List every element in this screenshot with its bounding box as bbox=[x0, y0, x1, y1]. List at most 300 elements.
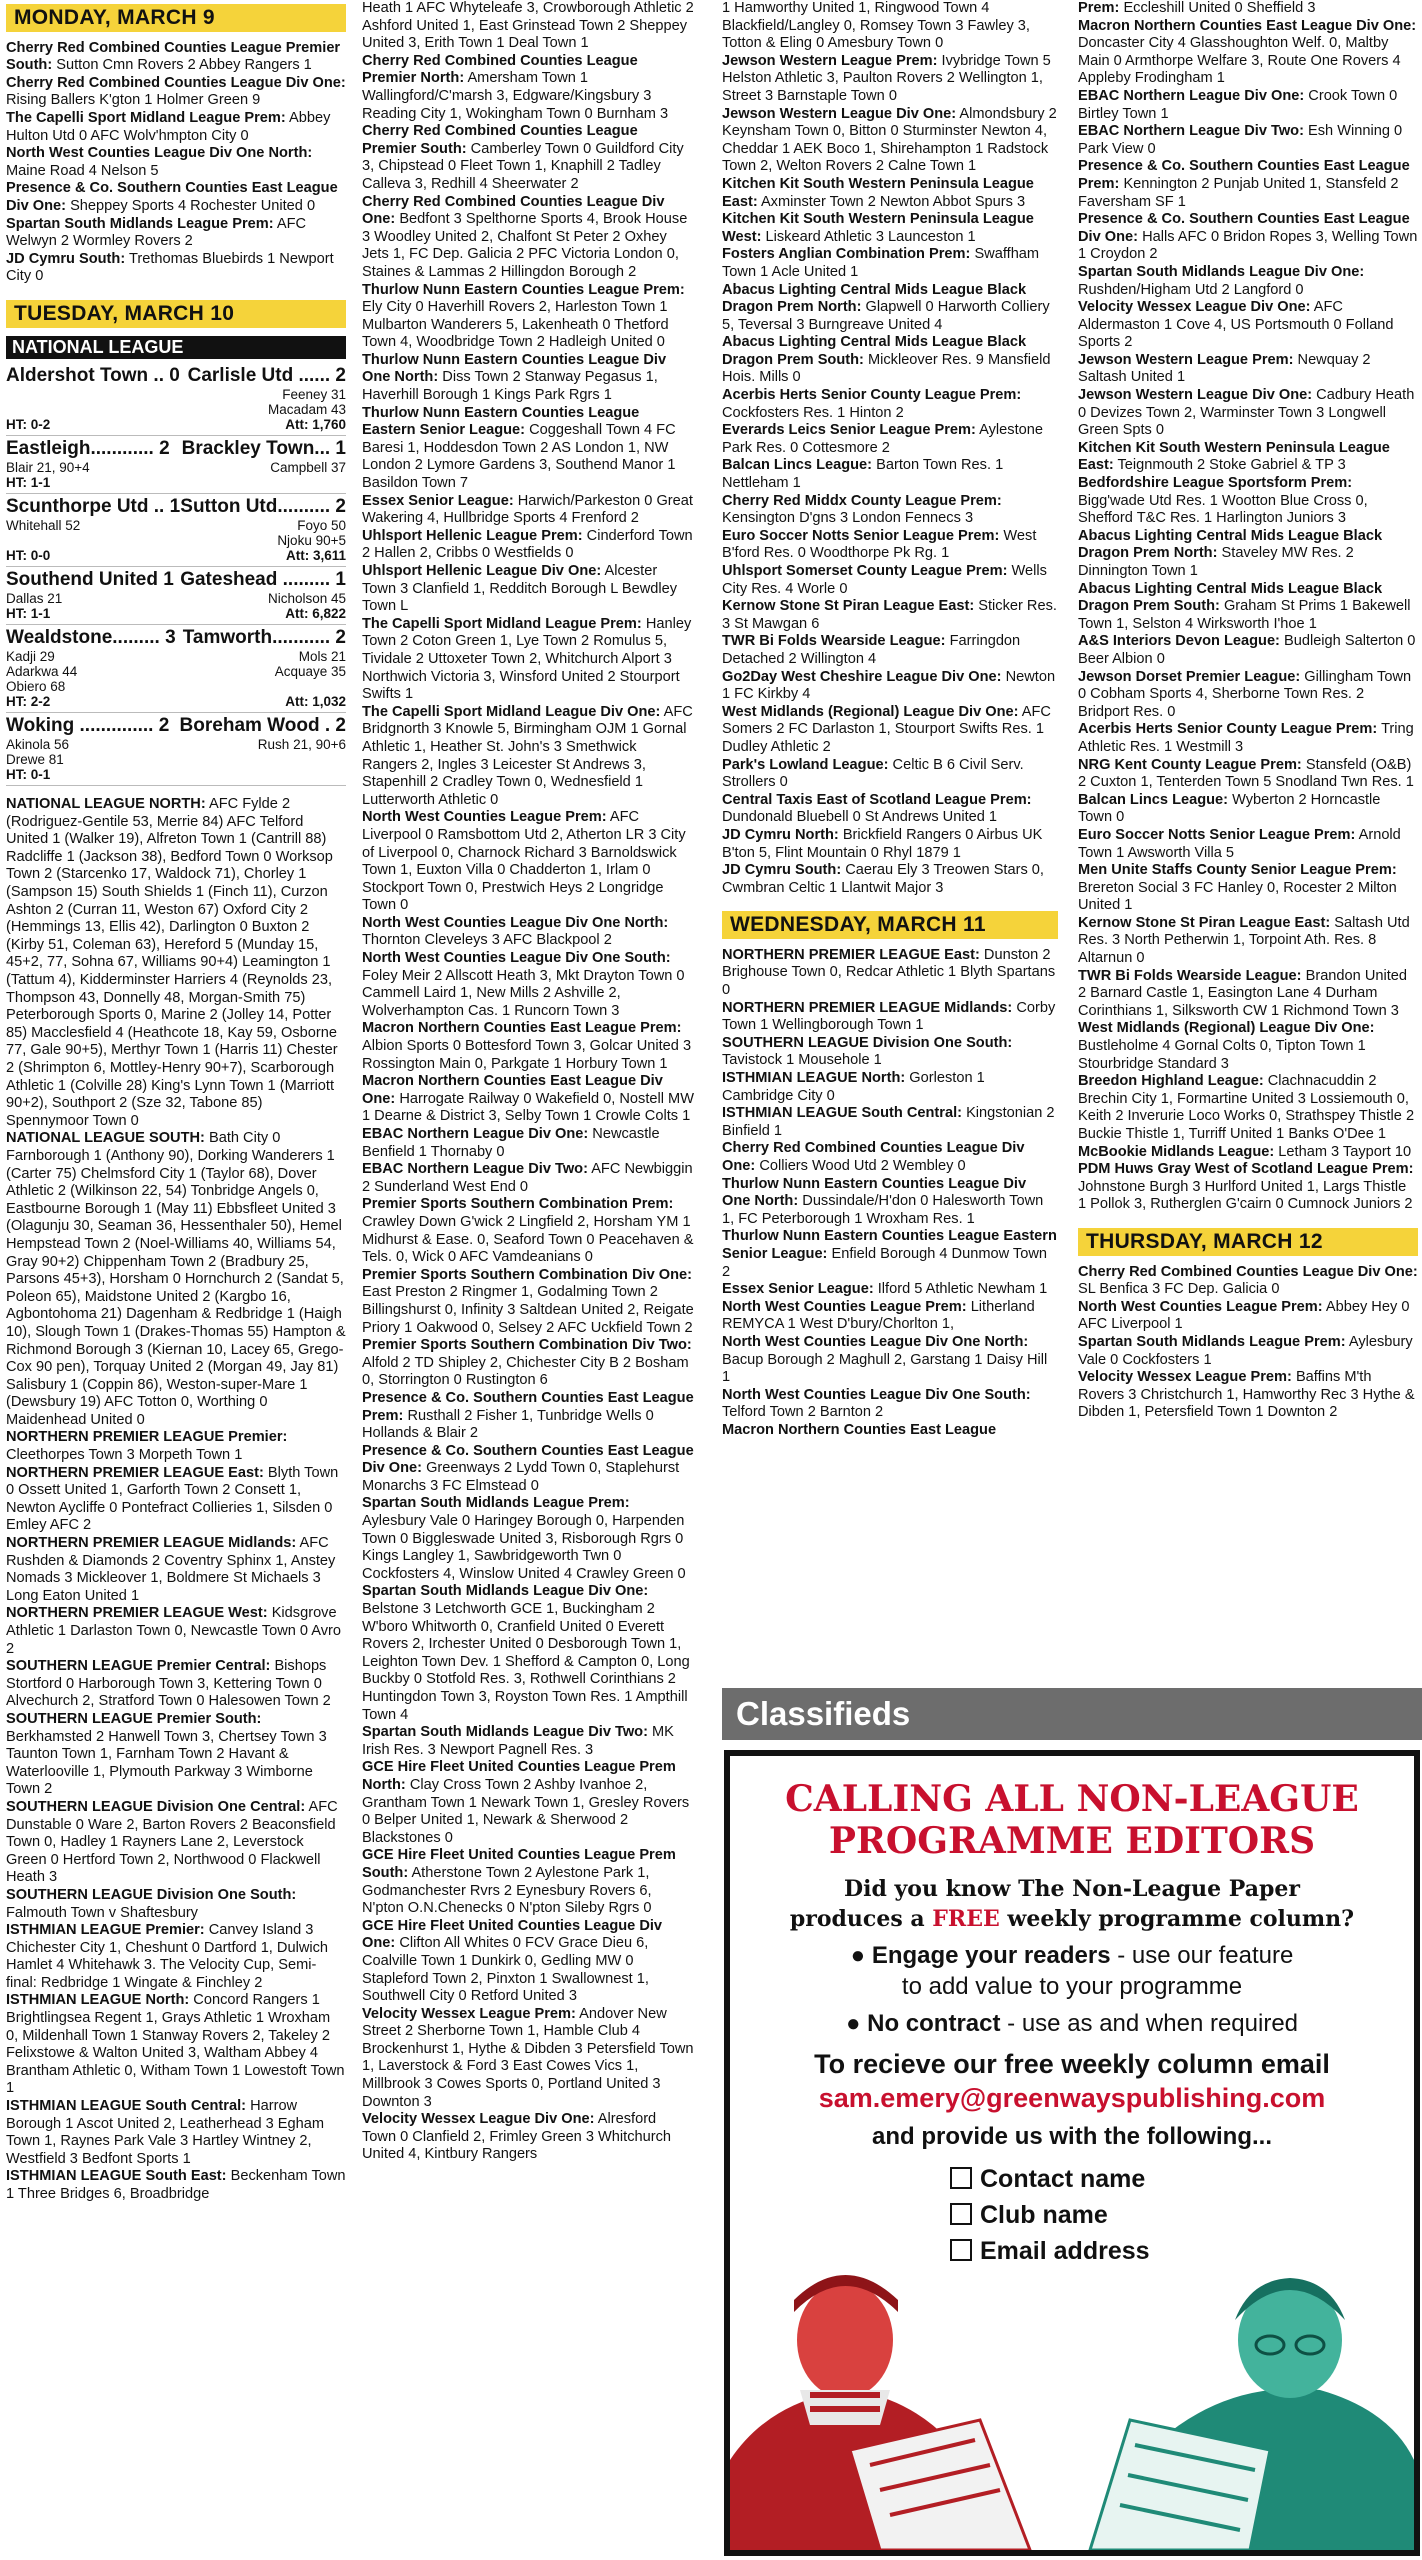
league-results: Cadbury Heath 0 Devizes Town 2, Warminster Town 3 Longwell Green Spts 0 bbox=[1078, 387, 1415, 439]
league-results: Baffins M'th Rovers 3 Christchurch 1, Hamworthy Rec 3 Hythe & Dibden 1, Petersfield Town 1 Downton 2 bbox=[1078, 1369, 1415, 1421]
league-results: Bishops Stortford 0 Harborough Town 3, Kettering Town 0 Alvechurch 2, Stratford Town 0 Halesowen Town 2 bbox=[6, 1658, 331, 1710]
result-paragraph bbox=[6, 1535, 346, 1605]
league-name: Acerbis Herts Senior County League Prem: bbox=[722, 387, 1022, 404]
league-results: Atherstone Town 2 Aylestone Park 1, Godmanchester Rvrs 2 Eynesbury Rovers 6, N'pton O.N.Chenecks 0 N'pton Sileby Rgrs 0 bbox=[362, 1864, 652, 1917]
result-paragraph bbox=[722, 633, 1058, 668]
league-results: Brereton Social 3 FC Hanley 0, Rocester 2 Milton United 1 bbox=[1078, 879, 1397, 914]
result-paragraph bbox=[362, 1583, 694, 1724]
league-results: Newquay 2 Saltash United 1 bbox=[1078, 351, 1371, 386]
result-paragraph bbox=[6, 1992, 346, 2098]
result-paragraph bbox=[362, 1759, 694, 1847]
league-name: Cherry Red Combined Counties League Div One: bbox=[722, 1140, 1025, 1174]
league-results: Corby Town 1 Wellingborough Town 1 bbox=[722, 999, 1056, 1034]
league-name: North West Counties League Div One North: bbox=[722, 1333, 1029, 1350]
result-paragraph bbox=[1078, 862, 1418, 915]
league-name: Thurlow Nunn Eastern Counties League Eastern Senior League: bbox=[362, 404, 640, 439]
league-results: Enfield Borough 4 Dunmow Town 2 bbox=[722, 1245, 1048, 1280]
scorer-row bbox=[6, 767, 346, 782]
league-name: North West Counties League Div One North: bbox=[362, 914, 669, 931]
result-paragraph bbox=[6, 796, 346, 1130]
league-results: Saltash Utd Res. 3 North Petherwin 1, Torpoint Ath. Res. 8 Altarnun 0 bbox=[1078, 914, 1410, 967]
league-results: Falmouth Town v Shaftesbury bbox=[6, 1904, 198, 1921]
league-name: Uhlsport Hellenic League Div One: bbox=[362, 563, 602, 579]
league-results: Albion Sports 0 Bottesford Town 3, Golcar United 3 Rossington Main 0, Parkgate 1 Horbury Town 1 bbox=[362, 1038, 692, 1072]
league-results: Amersham Town 1 Wallingford/C'marsh 3, Edgware/Kingsbury 3 Reading City 1, Wokingham Town 0 Burnham 3 bbox=[362, 70, 669, 122]
league-name: SOUTHERN LEAGUE Premier Central: bbox=[6, 1658, 271, 1675]
ad-free-word: FREE bbox=[932, 1906, 1000, 1932]
league-name: North West Counties League Div One South: bbox=[722, 1386, 1031, 1403]
league-results: Halls AFC 0 Bridon Ropes 3, Welling Town 1 Croydon 2 bbox=[1078, 228, 1418, 263]
league-results: Budleigh Salterton 0 Beer Albion 0 bbox=[1078, 633, 1416, 667]
league-name: Essex Senior League: bbox=[722, 1281, 874, 1298]
scorer-row bbox=[6, 664, 346, 679]
league-results: Camberley Town 0 Guildford City 3, Chipstead 0 Fleet Town 1, Knaphill 2 Tadley Calleva 3, Redhill 4 Sheerwater 2 bbox=[362, 140, 684, 192]
match-home-team: Woking .............. 2 bbox=[6, 715, 170, 737]
league-name: The Capelli Sport Midland League Prem: bbox=[6, 109, 286, 126]
league-results: Bacup Borough 2 Maghull 2, Garstang 1 Daisy Hill 1 bbox=[722, 1351, 1048, 1386]
match-result bbox=[6, 567, 346, 625]
national-league-label: NATIONAL LEAGUE bbox=[6, 336, 346, 360]
result-paragraph bbox=[6, 2168, 346, 2203]
result-paragraph bbox=[1078, 1299, 1418, 1334]
match-score-line bbox=[6, 496, 346, 518]
scorer-row bbox=[6, 533, 346, 548]
league-results: Crawley Down G'wick 2 Lingfield 2, Horsham YM 1 Midhurst & Ease. 0, Seaford Town 0 Peacehaven & Tels. 0, Wick 0 AFC Vamdeanians 0 bbox=[362, 1213, 694, 1266]
league-results: Wyberton 2 Horncastle Town 0 bbox=[1078, 791, 1381, 826]
league-name: Jewson Western League Div One: bbox=[1078, 387, 1313, 404]
league-results: Newton 1 FC Kirkby 4 bbox=[722, 668, 1056, 703]
match-away-team: Gateshead ......... 1 bbox=[180, 569, 346, 591]
league-name: West Midlands (Regional) League Div One: bbox=[1078, 1020, 1375, 1037]
day-header-tuesday: TUESDAY, MARCH 10 bbox=[6, 300, 346, 328]
result-paragraph bbox=[362, 194, 694, 282]
match-away-team: Brackley Town... 1 bbox=[181, 438, 346, 460]
result-paragraph bbox=[362, 282, 694, 352]
result-paragraph bbox=[722, 0, 1058, 53]
league-results: Crook Town 0 Birtley Town 1 bbox=[1078, 87, 1398, 122]
ad-intro-line-1: Did you know The Non-League Paper bbox=[844, 1876, 1300, 1902]
result-paragraph bbox=[1078, 528, 1418, 581]
result-paragraph bbox=[6, 251, 346, 286]
league-name: EBAC Northern League Div One: bbox=[1078, 87, 1305, 104]
league-name: JD Cymru South: bbox=[6, 250, 126, 267]
result-paragraph bbox=[722, 1387, 1058, 1422]
league-name: Macron Northern Counties East League Div One: bbox=[362, 1073, 663, 1107]
scorer-row bbox=[6, 387, 346, 402]
league-results: Teignmouth 2 Stoke Gabriel & TP 3 bbox=[1117, 457, 1346, 474]
ad-bullet-1-bold: Engage your readers bbox=[871, 1942, 1111, 1969]
result-paragraph bbox=[722, 1299, 1058, 1334]
result-paragraph bbox=[362, 1847, 694, 1917]
league-name: Euro Soccer Notts Senior League Prem: bbox=[1078, 826, 1356, 843]
result-paragraph bbox=[362, 1267, 694, 1337]
league-results: Doncaster City 4 Glasshoughton Welf. 0, Maltby Main 0 Armthorpe Welfare 3, Route One Rovers 4 Appleby Frodingham 1 bbox=[1078, 35, 1401, 87]
league-name: Presence & Co. Southern Counties East League Div One: bbox=[362, 1442, 694, 1477]
league-results: Tring Athletic Res. 1 Westmill 3 bbox=[1078, 721, 1414, 755]
league-name: SOUTHERN LEAGUE Premier South: bbox=[6, 1710, 262, 1727]
result-paragraph bbox=[1078, 18, 1418, 88]
league-name: The Capelli Sport Midland League Div One: bbox=[362, 703, 661, 720]
league-name: Thurlow Nunn Eastern Counties League Div One North: bbox=[722, 1175, 1027, 1210]
result-paragraph bbox=[362, 1390, 694, 1443]
league-results: AFC Welwyn 2 Wormley Rovers 2 bbox=[6, 215, 307, 250]
league-name: Go2Day West Cheshire League Div One: bbox=[722, 668, 1002, 685]
classifieds-header: Classifieds bbox=[722, 1688, 1422, 1740]
league-results: Litherland REMYCA 1 West D'bury/Chorlton 1, bbox=[722, 1298, 1035, 1333]
match-result bbox=[6, 436, 346, 494]
league-name: Jewson Western League Prem: bbox=[1078, 351, 1294, 368]
scorer-row bbox=[6, 591, 346, 606]
league-name: Thurlow Nunn Eastern Counties League Prem: bbox=[362, 281, 685, 298]
result-paragraph bbox=[362, 2111, 694, 2164]
result-paragraph bbox=[722, 1070, 1058, 1105]
league-name: North West Counties League Div One South: bbox=[362, 950, 671, 967]
away-scorer: Macadam 43 bbox=[267, 402, 346, 418]
league-results: Liskeard Athletic 3 Launceston 1 bbox=[765, 228, 976, 245]
league-results: Staveley MW Res. 2 Dinnington Town 1 bbox=[1078, 545, 1354, 579]
result-paragraph bbox=[1078, 827, 1418, 862]
home-scorer: Obiero 68 bbox=[6, 679, 66, 695]
league-results: Sticker Res. 3 St Mawgan 6 bbox=[722, 598, 1057, 632]
league-results: Kennington 2 Punjab United 1, Stansfeld 2 Faversham SF 1 bbox=[1078, 175, 1399, 210]
league-results: 1 Hamworthy United 1, Ringwood Town 4 Blackfield/Langley 0, Romsey Town 3 Fawley 3, Totton & Eling 0 Amesbury Town 0 bbox=[722, 0, 1030, 52]
league-name: Cherry Red Middx County League Prem: bbox=[722, 492, 1002, 509]
league-name: ISTHMIAN LEAGUE South Central: bbox=[722, 1105, 962, 1122]
league-results: Farringdon Detached 2 Willington 4 bbox=[722, 633, 1021, 667]
match-result bbox=[6, 713, 346, 786]
checklist-label: Club name bbox=[980, 2201, 1108, 2229]
result-paragraph bbox=[1078, 440, 1418, 475]
result-paragraph bbox=[1078, 721, 1418, 756]
result-paragraph bbox=[722, 334, 1058, 387]
match-home-team: Wealdstone......... 3 bbox=[6, 627, 176, 649]
league-results: Aylesbury Vale 0 Cockfosters 1 bbox=[1078, 1333, 1413, 1368]
league-name: Jewson Western League Div One: bbox=[722, 105, 957, 122]
match-score-line bbox=[6, 627, 346, 649]
scorer-row bbox=[6, 649, 346, 664]
result-paragraph bbox=[1078, 1020, 1418, 1073]
league-name: NORTHERN PREMIER LEAGUE Midlands: bbox=[722, 999, 1013, 1016]
match-home-team: Southend United 1 bbox=[6, 569, 174, 591]
result-paragraph bbox=[1078, 1073, 1418, 1143]
league-name: Men Unite Staffs County Senior League Prem: bbox=[1078, 862, 1397, 879]
column-2 bbox=[362, 0, 694, 2164]
day-header-thursday: THURSDAY, MARCH 12 bbox=[1078, 1228, 1418, 1256]
home-scorer: Whitehall 52 bbox=[6, 518, 81, 534]
result-paragraph bbox=[362, 1337, 694, 1390]
tuesday-results bbox=[6, 796, 346, 2204]
result-paragraph bbox=[362, 0, 694, 53]
result-paragraph bbox=[362, 528, 694, 563]
league-name: GCE Hire Fleet United Counties League Prem North: bbox=[362, 1759, 676, 1793]
league-results: Tavistock 1 Mousehole 1 bbox=[722, 1052, 882, 1069]
home-scorer: Blair 21, 90+4 bbox=[6, 460, 90, 476]
ad-bullet-1 bbox=[730, 1940, 1414, 2002]
league-name: Abacus Lighting Central Mids League Black Dragon Prem South: bbox=[1078, 580, 1383, 615]
league-name: Thurlow Nunn Eastern Counties League Div One North: bbox=[362, 351, 667, 386]
result-paragraph bbox=[722, 757, 1058, 792]
league-name: West Midlands (Regional) League Div One: bbox=[722, 703, 1019, 720]
league-results: Concord Rangers 1 Brightlingsea Regent 1, Grays Athletic 1 Wroxham 0, Mildenhall Town 1 Stanway Rovers 2, Takeley 2 Felixstowe & Walton United 3, Waltham Abbey 4 Brantham Athletic 0, Witham Town 1 Lowestoft Town 1 bbox=[6, 1992, 345, 2097]
league-results: Rushden/Higham Utd 2 Langford 0 bbox=[1078, 281, 1304, 298]
away-scorer: Rush 21, 90+6 bbox=[257, 737, 346, 753]
league-results: Caerau Ely 3 Treowen Stars 0, Cwmbran Celtic 1 Llantwit Major 3 bbox=[722, 862, 1044, 896]
column-3 bbox=[722, 0, 1058, 1660]
result-paragraph bbox=[1078, 792, 1418, 827]
league-name: Cherry Red Combined Counties League Div One: bbox=[6, 74, 346, 91]
result-paragraph bbox=[1078, 1264, 1418, 1299]
league-name: Thurlow Nunn Eastern Counties League Eastern Senior League: bbox=[722, 1228, 1057, 1262]
home-scorer: Drewe 81 bbox=[6, 752, 64, 768]
result-paragraph bbox=[1078, 475, 1418, 528]
away-scorer: Att: 1,032 bbox=[285, 694, 346, 710]
league-name: EBAC Northern League Div Two: bbox=[362, 1161, 588, 1178]
league-results: Heath 1 AFC Whyteleafe 3, Crowborough Athletic 2 Ashford United 1, East Grinstead Town 2 Sheppey United 3, Erith Town 1 Deal Town 1 bbox=[362, 0, 694, 52]
league-results: Trethomas Bluebirds 1 Newport City 0 bbox=[6, 250, 334, 285]
result-paragraph bbox=[1078, 158, 1418, 211]
league-name: Velocity Wessex League Div One: bbox=[362, 2111, 595, 2128]
league-results: Graham St Prims 1 Bakewell Town 1, Selston 4 Wirksworth I'hoe 1 bbox=[1078, 598, 1411, 632]
result-paragraph bbox=[362, 563, 694, 616]
result-paragraph bbox=[362, 405, 694, 493]
result-paragraph bbox=[1078, 1334, 1418, 1369]
league-results: Maine Road 4 Nelson 5 bbox=[6, 162, 159, 179]
result-paragraph bbox=[722, 176, 1058, 211]
home-scorer: Akinola 56 bbox=[6, 737, 70, 753]
league-results: Kensington D'gns 3 London Fennecs 3 bbox=[722, 510, 974, 527]
result-paragraph bbox=[362, 2006, 694, 2112]
league-results: Rising Ballers K'gton 1 Holmer Green 9 bbox=[6, 92, 261, 109]
away-scorer: Att: 3,611 bbox=[285, 548, 346, 564]
ad-headline-line-1: CALLING ALL NON-LEAGUE bbox=[785, 1778, 1359, 1820]
scorer-row bbox=[6, 460, 346, 475]
result-paragraph bbox=[362, 1161, 694, 1196]
result-paragraph bbox=[1078, 387, 1418, 440]
league-results: AFC Somers 2 FC Darlaston 1, Stourport Swifts Res. 1 Dudley Athletic 2 bbox=[722, 703, 1051, 755]
result-paragraph bbox=[362, 1126, 694, 1161]
result-paragraph bbox=[722, 422, 1058, 457]
league-name: Kitchen Kit South Western Peninsula League East: bbox=[722, 175, 1034, 210]
league-results: East Preston 2 Ringmer 1, Godalming Town 2 Billingshurst 0, Infinity 3 Saltdean United 2, Reigate Priory 1 Oakwood 0, Selsey 2 AFC Uckfield Town 2 bbox=[362, 1284, 694, 1336]
league-name: Spartan South Midlands League Div Two: bbox=[362, 1724, 648, 1741]
column-4 bbox=[1078, 0, 1418, 1660]
result-paragraph bbox=[362, 950, 694, 1020]
result-paragraph bbox=[6, 1711, 346, 1799]
league-results: Eccleshill United 0 Sheffield 3 bbox=[1123, 0, 1316, 16]
result-paragraph bbox=[362, 1196, 694, 1266]
result-paragraph bbox=[362, 915, 694, 950]
league-results: Stansfeld (O&B) 2 Cuxton 1, Tenterden Town 5 Snodland Twn Res. 1 bbox=[1078, 756, 1414, 791]
league-results: Thornton Cleveleys 3 AFC Blackpool 2 bbox=[362, 932, 612, 949]
league-name: ISTHMIAN LEAGUE North: bbox=[722, 1070, 906, 1087]
away-scorer: Foyo 50 bbox=[297, 518, 346, 534]
league-name: Essex Senior League: bbox=[362, 492, 514, 509]
league-name: ISTHMIAN LEAGUE South Central: bbox=[6, 2098, 246, 2115]
result-paragraph bbox=[1078, 757, 1418, 792]
result-paragraph bbox=[722, 1000, 1058, 1035]
match-away-team: Tamworth........... 2 bbox=[182, 627, 346, 649]
result-paragraph bbox=[6, 1799, 346, 1887]
league-results: Gillingham Town 0 Cobham Sports 4, Sherborne Town Res. 2 Bridport Res. 0 bbox=[1078, 668, 1412, 720]
scorer-row bbox=[6, 417, 346, 432]
league-name: NATIONAL LEAGUE NORTH: bbox=[6, 796, 206, 813]
result-paragraph bbox=[722, 563, 1058, 598]
result-paragraph bbox=[722, 282, 1058, 335]
league-name: Prem: bbox=[1078, 0, 1120, 16]
league-results: Clay Cross Town 2 Ashby Ivanhoe 2, Grantham Town 1 Newark Town 1, Gresley Rovers 0 Belper United 1, Newark & Sherwood 2 Blackstones 0 bbox=[362, 1776, 690, 1846]
result-paragraph bbox=[722, 53, 1058, 106]
result-paragraph bbox=[722, 827, 1058, 862]
result-paragraph bbox=[362, 53, 694, 123]
result-paragraph bbox=[1078, 1369, 1418, 1422]
league-name: Jewson Dorset Premier League: bbox=[1078, 668, 1301, 685]
wednesday-results bbox=[722, 947, 1058, 1440]
result-paragraph bbox=[722, 1422, 1058, 1440]
result-paragraph bbox=[1078, 264, 1418, 299]
league-name: A&S Interiors Devon League: bbox=[1078, 633, 1280, 650]
league-results: Beckenham Town 1 Three Bridges 6, Broadbridge bbox=[6, 2168, 346, 2202]
league-name: The Capelli Sport Midland League Prem: bbox=[362, 615, 642, 632]
league-results: Bedfont 3 Spelthorne Sports 4, Brook House 3 Woodley United 2, Chalfont St Peter 2 Oxhey Jets 1, FC Dep. Galicia 2 PFC Victoria London 0, Staines & Lammas 2 Hillingdon Borough 2 bbox=[362, 211, 688, 280]
checkbox-icon bbox=[950, 2203, 972, 2225]
match-score-line bbox=[6, 715, 346, 737]
column-1 bbox=[6, 0, 346, 2204]
away-scorer: Att: 1,760 bbox=[285, 417, 346, 433]
match-score-line bbox=[6, 365, 346, 387]
result-paragraph bbox=[722, 1176, 1058, 1229]
column-2-results bbox=[362, 0, 694, 2164]
result-paragraph bbox=[362, 352, 694, 405]
league-results: Bigg'wade Utd Res. 1 Wootton Blue Cross 0, Shefford T&C Res. 1 Harlington Juniors 3 bbox=[1078, 492, 1368, 527]
league-results: SL Benfica 3 FC Dep. Galicia 0 bbox=[1078, 1281, 1280, 1298]
league-results: Sheppey Sports 4 Rochester United 0 bbox=[70, 197, 316, 214]
ad-headline-line-2: PROGRAMME EDITORS bbox=[828, 1820, 1316, 1862]
column-4-results bbox=[1078, 0, 1418, 1214]
result-paragraph bbox=[1078, 633, 1418, 668]
scorer-row bbox=[6, 752, 346, 767]
league-name: Spartan South Midlands League Prem: bbox=[1078, 1333, 1346, 1350]
ad-intro-line-2b: weekly programme column? bbox=[1007, 1906, 1355, 1932]
league-name: Park's Lowland League: bbox=[722, 756, 889, 773]
league-results: Kingstonian 2 Binfield 1 bbox=[722, 1105, 1055, 1139]
league-results: Brandon United 2 Barnard Castle 1, Easington Lane 4 Durham Corinthians 1, Silksworth CW 1 Richmond Town 3 bbox=[1078, 967, 1408, 1019]
league-results: Cleethorpes Town 3 Morpeth Town 1 bbox=[6, 1447, 243, 1464]
match-result bbox=[6, 363, 346, 436]
result-paragraph bbox=[6, 145, 346, 180]
result-paragraph bbox=[722, 387, 1058, 422]
league-name: JD Cymru North: bbox=[722, 826, 839, 843]
result-paragraph bbox=[6, 110, 346, 145]
ad-receive-text: To recieve our free weekly column email bbox=[814, 2049, 1330, 2079]
league-name: Premier Sports Southern Combination Div One: bbox=[362, 1266, 693, 1283]
green-reader-figure bbox=[1090, 2278, 1414, 2550]
league-name: Spartan South Midlands League Prem: bbox=[362, 1495, 630, 1512]
away-scorer: Campbell 37 bbox=[270, 460, 346, 476]
result-paragraph bbox=[722, 669, 1058, 704]
home-scorer: Dallas 21 bbox=[6, 591, 63, 607]
result-paragraph bbox=[6, 180, 346, 215]
league-results: Andover New Street 2 Sherborne Town 1, Hamble Club 4 Brockenhurst 1, Hythe & Dibden 3 Petersfield Town 1, Laverstock & Ford 3 East Cowes Vics 1, Millbrook 3 Cowes Sports 0, Portland United 3 Downton 3 bbox=[362, 2005, 694, 2110]
league-results: Harrow Borough 1 Ascot United 2, Leatherhead 3 Egham Town 1, Raynes Park Vale 3 Hartley Wintney 2, Westfield 3 Bedfont Sports 1 bbox=[6, 2098, 325, 2167]
league-name: NATIONAL LEAGUE SOUTH: bbox=[6, 1130, 205, 1147]
league-results: Rusthall 2 Fisher 1, Tunbridge Wells 0 Hollands & Blair 2 bbox=[362, 1407, 654, 1442]
home-scorer: HT: 1-1 bbox=[6, 475, 51, 491]
league-name: Presence & Co. Southern Counties East League Div One: bbox=[1078, 211, 1410, 245]
league-results: AFC Newbiggin 2 Sunderland West End 0 bbox=[362, 1161, 693, 1195]
league-results: Sutton Cmn Rovers 2 Abbey Rangers 1 bbox=[56, 57, 312, 74]
match-score-line bbox=[6, 438, 346, 460]
result-paragraph bbox=[1078, 88, 1418, 123]
league-results: Canvey Island 3 Chichester City 1, Cheshunt 0 Dartford 1, Dulwich Hamlet 4 Whitehawk 3. The Velocity Cup, Semi-final: Redbridge 1 Wingate & Finchley 2 bbox=[6, 1922, 329, 1991]
league-name: Presence & Co. Southern Counties East League Div One: bbox=[6, 180, 338, 214]
league-name: Fosters Anglian Combination Prem: bbox=[722, 246, 971, 263]
league-name: Balcan Lincs League: bbox=[1078, 791, 1229, 808]
league-results: Brickfield Rangers 0 Airbus UK B'ton 5, Flint Mountain 0 Rhyl 1879 1 bbox=[722, 826, 1043, 861]
league-results: Gorleston 1 Cambridge City 0 bbox=[722, 1070, 985, 1104]
league-name: Balcan Lincs League: bbox=[722, 457, 873, 474]
ad-email-link[interactable]: sam.emery@greenwayspublishing.com bbox=[818, 2083, 1326, 2113]
scorer-row bbox=[6, 737, 346, 752]
league-name: TWR Bi Folds Wearside League: bbox=[1078, 967, 1302, 984]
league-name: GCE Hire Fleet United Counties League Div One: bbox=[362, 1917, 663, 1952]
result-paragraph bbox=[6, 75, 346, 110]
league-results: Hanley Town 2 Coton Green 1, Lye Town 2 Romulus 5, Tividale 2 Uttoxeter Town 2, Whitchurch Alport 3 Northwich Victoria 3, Winsford United 2 Stourport Swifts 1 bbox=[362, 615, 692, 703]
result-paragraph bbox=[722, 862, 1058, 897]
bullet-dot-icon: ● bbox=[850, 1942, 866, 1969]
match-away-team: Boreham Wood . 2 bbox=[179, 715, 346, 737]
result-paragraph bbox=[722, 1281, 1058, 1299]
scorer-row bbox=[6, 475, 346, 490]
scorer-row bbox=[6, 606, 346, 621]
match-away-team: Carlisle Utd ...... 2 bbox=[187, 365, 346, 387]
ad-provide-text: and provide us with the following... bbox=[872, 2123, 1272, 2150]
home-scorer: Adarkwa 44 bbox=[6, 664, 78, 680]
league-results: Diss Town 2 Stanway Pegasus 1, Haverhill Borough 1 Kings Park Rgrs 1 bbox=[362, 369, 658, 404]
match-home-team: Scunthorpe Utd .. 1 bbox=[6, 496, 181, 518]
league-results: AFC Rushden & Diamonds 2 Coventry Sphinx 1, Anstey Nomads 3 Mickleover 1, Boldmere St Michaels 3 Long Eaton United 1 bbox=[6, 1535, 336, 1604]
day-header-monday: MONDAY, MARCH 9 bbox=[6, 4, 346, 32]
result-paragraph bbox=[1078, 123, 1418, 158]
league-name: Velocity Wessex League Prem: bbox=[362, 2005, 576, 2022]
league-name: North West Counties League Prem: bbox=[362, 809, 607, 826]
league-results: Alcester Town 3 Clanfield 1, Redditch Borough L Bewdley Town L bbox=[362, 563, 678, 615]
match-result bbox=[6, 625, 346, 713]
monday-results bbox=[6, 40, 346, 286]
result-paragraph bbox=[722, 1334, 1058, 1387]
home-scorer: HT: 0-1 bbox=[6, 767, 51, 783]
league-results: Ivybridge Town 5 Helston Athletic 3, Paulton Rovers 2 Wellington 1, Street 3 Barnstaple Town 0 bbox=[722, 52, 1051, 104]
league-results: Aylesbury Vale 0 Haringey Borough 0, Harpenden Town 0 Biggleswade United 3, Risborough Rgrs 0 Kings Langley 1, Sawbridgeworth Twn 0 Cockfosters 4, Winslow United 4 Crawley Green 0 bbox=[362, 1513, 686, 1582]
away-scorer: Mols 21 bbox=[298, 649, 346, 665]
home-scorer: HT: 2-2 bbox=[6, 694, 51, 710]
result-paragraph bbox=[722, 704, 1058, 757]
result-paragraph bbox=[722, 528, 1058, 563]
ad-bullet-1-rest: - use our feature bbox=[1117, 1942, 1294, 1969]
league-name: Cherry Red Combined Counties League Div One: bbox=[362, 193, 665, 228]
league-name: NORTHERN PREMIER LEAGUE Premier: bbox=[6, 1429, 288, 1446]
league-name: Acerbis Herts Senior County League Prem: bbox=[1078, 721, 1378, 738]
league-name: Abacus Lighting Central Mids League Black Dragon Prem North: bbox=[1078, 527, 1383, 562]
league-name: EBAC Northern League Div Two: bbox=[1078, 123, 1304, 140]
result-paragraph bbox=[362, 1073, 694, 1126]
league-name: Premier Sports Southern Combination Prem: bbox=[362, 1196, 674, 1213]
ad-intro-line-2a: produces a bbox=[789, 1906, 925, 1932]
league-name: GCE Hire Fleet United Counties League Prem South: bbox=[362, 1847, 676, 1881]
ad-bullet-2-bold: No contract bbox=[867, 2010, 1001, 2037]
league-name: Cherry Red Combined Counties League Premier South: bbox=[362, 123, 638, 157]
ad-bullet-2 bbox=[730, 2008, 1414, 2039]
league-name: Velocity Wessex League Div One: bbox=[1078, 299, 1311, 316]
